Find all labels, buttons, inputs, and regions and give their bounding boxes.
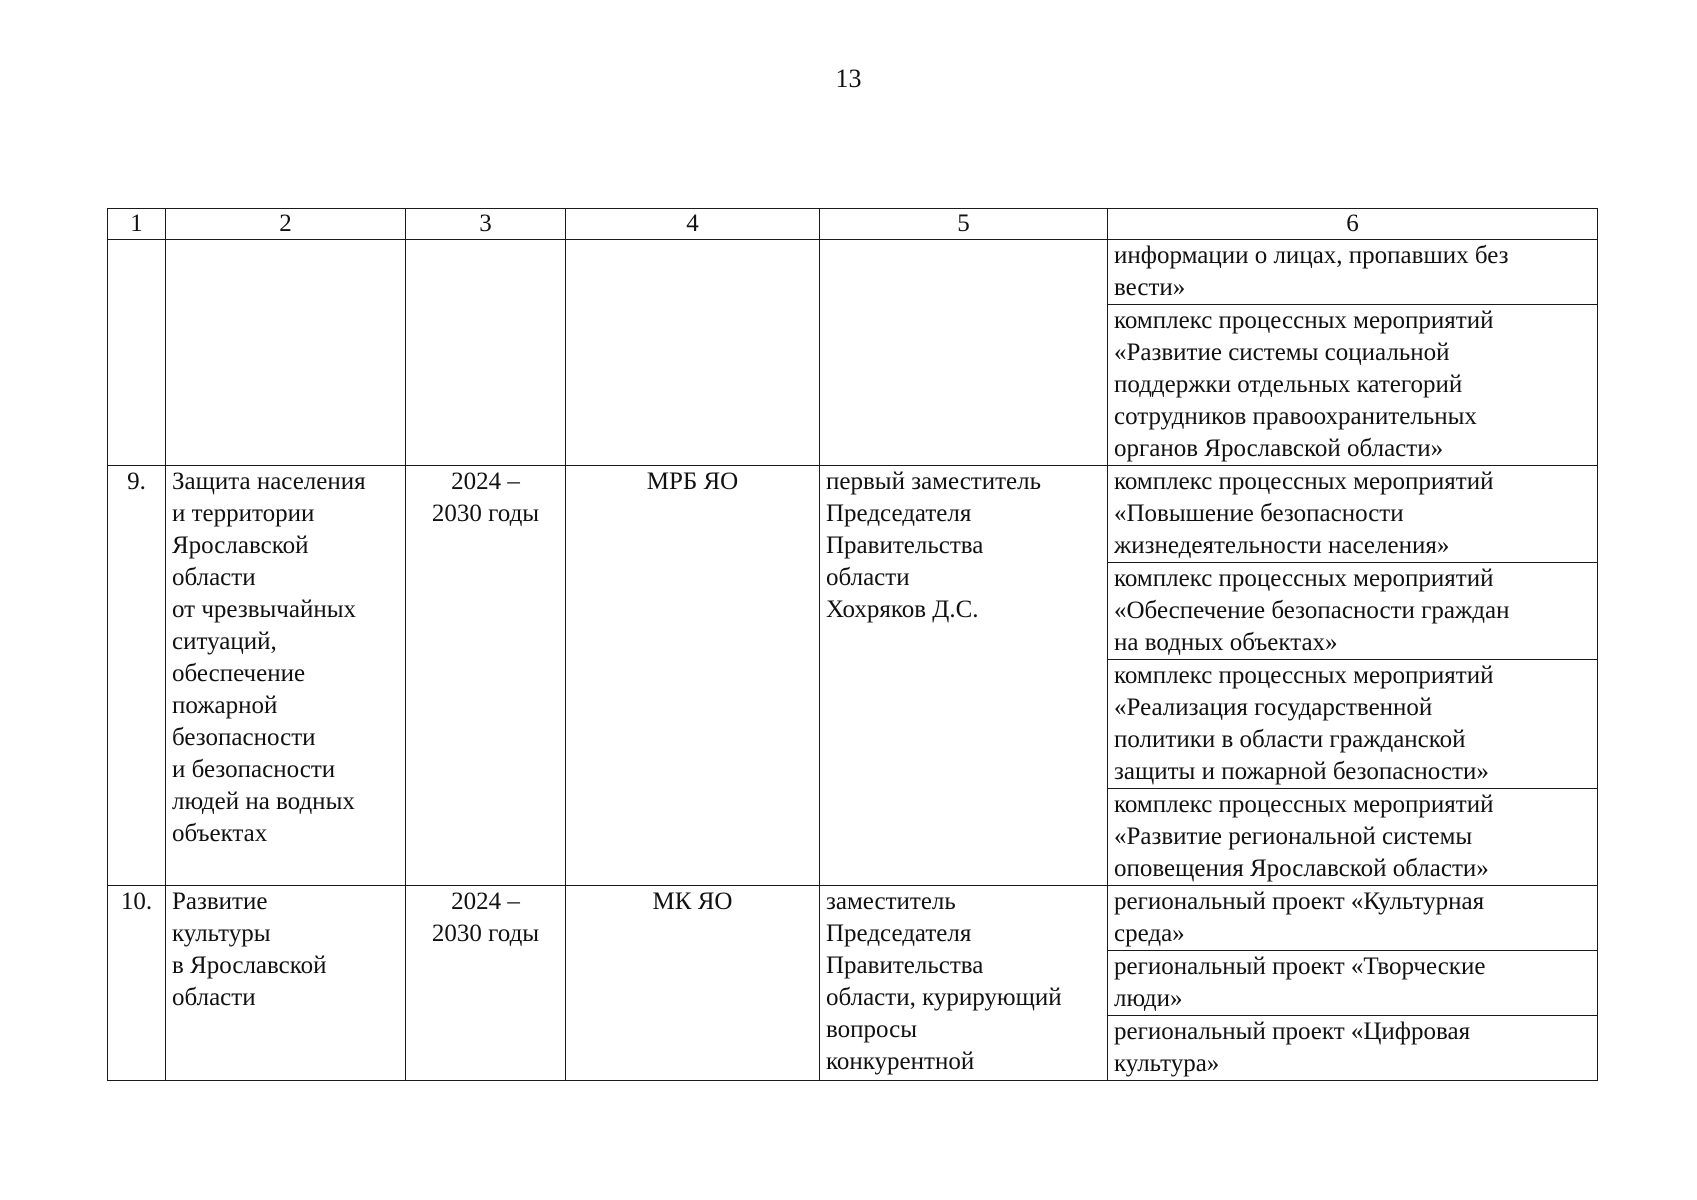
table-row bbox=[108, 886, 1598, 951]
structural-element-cell: региональный проект «Творческие люди» bbox=[1108, 951, 1598, 1016]
row-number: 9. bbox=[108, 466, 166, 886]
programs-table bbox=[107, 208, 1598, 1081]
program-executor: МК ЯО bbox=[566, 886, 820, 1081]
program-curator: первый заместитель Председателя Правительства области Хохряков Д.С. bbox=[820, 466, 1108, 886]
period-cell bbox=[406, 240, 566, 466]
program-name: Защита населения и территории Ярославской области от чрезвычайных ситуаций, обеспечение пожарной безопасности и безопасности людей на водных объектах bbox=[166, 466, 406, 886]
table-header-row bbox=[108, 209, 1598, 240]
name-cell bbox=[166, 240, 406, 466]
table-row bbox=[108, 466, 1598, 563]
page-number: 13 bbox=[835, 64, 862, 93]
structural-element-cell: комплекс процессных мероприятий «Развитие системы социальной поддержки отдельных категорий сотрудников правоохранительных органов Ярославской области» bbox=[1108, 305, 1598, 466]
structural-element-cell: региональный проект «Цифровая культура» bbox=[1108, 1016, 1598, 1081]
program-period: 2024 – 2030 годы bbox=[406, 886, 566, 1081]
column-header: 3 bbox=[406, 209, 566, 240]
structural-element-cell: комплекс процессных мероприятий «Повышение безопасности жизнедеятельности населения» bbox=[1108, 466, 1598, 563]
row-number: 10. bbox=[108, 886, 166, 1081]
structural-element-cell: информации о лицах, пропавших без вести» bbox=[1108, 240, 1598, 305]
num-cell bbox=[108, 240, 166, 466]
program-period: 2024 – 2030 годы bbox=[406, 466, 566, 886]
structural-element-cell: комплекс процессных мероприятий «Реализация государственной политики в области гражданской защиты и пожарной безопасности» bbox=[1108, 660, 1598, 789]
executor-cell bbox=[566, 240, 820, 466]
curator-cell bbox=[820, 240, 1108, 466]
column-header: 2 bbox=[166, 209, 406, 240]
column-header: 1 bbox=[108, 209, 166, 240]
column-header: 6 bbox=[1108, 209, 1598, 240]
structural-element-cell: комплекс процессных мероприятий «Развитие региональной системы оповещения Ярославской области» bbox=[1108, 789, 1598, 886]
column-header: 4 bbox=[566, 209, 820, 240]
program-executor: МРБ ЯО bbox=[566, 466, 820, 886]
structural-element-cell: комплекс процессных мероприятий «Обеспечение безопасности граждан на водных объектах» bbox=[1108, 563, 1598, 660]
column-header: 5 bbox=[820, 209, 1108, 240]
program-name: Развитие культуры в Ярославской области bbox=[166, 886, 406, 1081]
table-row bbox=[108, 240, 1598, 305]
program-curator: заместитель Председателя Правительства области, курирующий вопросы конкурентной bbox=[820, 886, 1108, 1081]
structural-element-cell: региональный проект «Культурная среда» bbox=[1108, 886, 1598, 951]
